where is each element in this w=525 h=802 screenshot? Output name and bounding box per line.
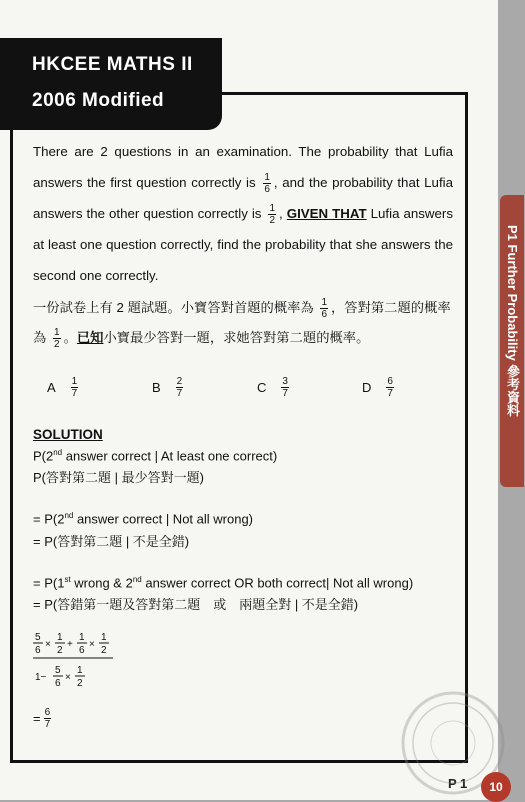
final-answer	[33, 707, 453, 730]
question-english	[33, 136, 453, 291]
frac-den: 7	[71, 387, 78, 399]
expr-n6: 1	[77, 664, 83, 676]
zh-text-2: ，答對第二題的概率為	[33, 300, 451, 345]
frac-num: 1	[269, 202, 276, 214]
question-chinese	[33, 293, 453, 353]
text: = P(2	[33, 511, 65, 527]
title-line-2: 2006 Modified	[32, 90, 165, 111]
zh-fraction-1-6	[320, 297, 328, 320]
frac-den: 2	[54, 338, 60, 350]
answer-options	[33, 367, 453, 407]
frac-den: 6	[264, 183, 270, 195]
expr-times: ×	[45, 638, 51, 650]
spacer	[33, 553, 453, 569]
title-line-1: HKCEE MATHS II	[32, 54, 193, 75]
page-label: P 1	[448, 776, 468, 791]
option-letter: D	[362, 379, 372, 395]
final-fraction	[44, 707, 52, 730]
main-content	[33, 136, 453, 730]
side-tab-label: P1 Further Probability 參考資料	[505, 225, 520, 417]
solution-line-4: = P(答對第二題 | 不是全錯)	[33, 533, 190, 549]
question-text-4: Lufia answers at least one question correctly, find the probability that she answers the second one correctly.	[33, 206, 453, 283]
page-number-badge: 10	[481, 772, 511, 802]
expr-d3: 6	[79, 644, 85, 656]
option-fraction	[281, 376, 289, 399]
expr-one-minus: 1−	[35, 671, 47, 683]
frac-num: 2	[176, 375, 183, 387]
solution-line-2: P(答對第二題 | 最少答對一題)	[33, 470, 204, 486]
question-text-1: There are 2 questions in an examination. The probability that Lufia answers the first question correctly is	[33, 144, 453, 190]
zh-known-emphasis: 已知	[76, 330, 104, 345]
expr-plus: +	[67, 638, 73, 650]
option-fraction	[386, 376, 394, 399]
zh-text-3: 。	[63, 330, 77, 345]
text: answer correct | Not all wrong)	[73, 511, 254, 527]
zh-fraction-1-2	[53, 327, 61, 350]
option-fraction	[176, 376, 184, 399]
option-letter: C	[257, 379, 267, 395]
frac-den: 2	[269, 214, 276, 226]
spacer	[33, 489, 453, 505]
fraction-1-6	[263, 172, 271, 195]
expr-n1: 5	[35, 631, 41, 643]
superscript: nd	[132, 574, 142, 584]
frac-num: 1	[54, 326, 60, 338]
zh-text-1: 一份試卷上有 2 題試題。小寶答對首題的概率為	[33, 300, 314, 315]
title-box	[0, 38, 222, 130]
solution-line-3	[33, 505, 453, 530]
frac-num: 6	[44, 706, 51, 718]
text: answer correct OR both correct| Not all wrong)	[141, 574, 414, 590]
option-letter: B	[152, 379, 161, 395]
given-that-emphasis: GIVEN THAT	[286, 206, 367, 221]
frac-num: 1	[321, 296, 327, 308]
frac-den: 6	[321, 308, 327, 320]
frac-num: 1	[264, 171, 270, 183]
expr-d6: 2	[77, 677, 83, 689]
option-fraction	[71, 376, 79, 399]
expr-n4: 1	[101, 631, 107, 643]
expr-d2: 2	[57, 644, 63, 656]
frac-den: 7	[282, 387, 288, 399]
frac-den: 7	[387, 387, 393, 399]
superscript: st	[64, 574, 71, 584]
option-letter: A	[47, 379, 56, 395]
expr-n5: 5	[55, 664, 61, 676]
expr-n2: 1	[57, 631, 63, 643]
option-a	[33, 376, 138, 399]
fraction-1-2	[268, 203, 276, 226]
text: answer correct | At least one correct)	[62, 448, 278, 464]
text: P(2	[33, 448, 54, 464]
expr-times: ×	[65, 671, 71, 683]
frac-num: 3	[282, 375, 288, 387]
option-b	[138, 376, 243, 399]
solution-heading: SOLUTION	[33, 427, 103, 442]
frac-num: 1	[71, 375, 78, 387]
solution-line-5	[33, 569, 453, 594]
expr-d5: 6	[55, 677, 61, 689]
option-c	[243, 376, 348, 399]
option-d	[348, 376, 453, 399]
expr-times: ×	[89, 638, 95, 650]
question-text-2: , and the probability that Lufia answers the other question correctly is	[33, 175, 453, 221]
question-comma: ,	[279, 206, 283, 221]
text: = P(1	[33, 574, 65, 590]
frac-den: 7	[44, 718, 51, 730]
expr-n3: 1	[79, 631, 85, 643]
compound-fraction	[33, 628, 153, 698]
frac-den: 7	[176, 387, 183, 399]
solution-line-6: = P(答錯第一題及答對第二題 或 兩題全對 | 不是全錯)	[33, 596, 359, 612]
superscript: nd	[53, 448, 63, 457]
frac-num: 6	[387, 375, 393, 387]
text: wrong & 2	[70, 574, 133, 590]
chapter-side-tab	[500, 195, 524, 487]
solution-line-1	[33, 442, 453, 467]
zh-text-4: 小寶最少答對一題，求她答對第二題的概率。	[103, 330, 370, 345]
superscript: nd	[64, 511, 74, 521]
expr-d4: 2	[101, 644, 107, 656]
equals-sign: =	[33, 710, 41, 726]
expr-d1: 6	[35, 644, 41, 656]
